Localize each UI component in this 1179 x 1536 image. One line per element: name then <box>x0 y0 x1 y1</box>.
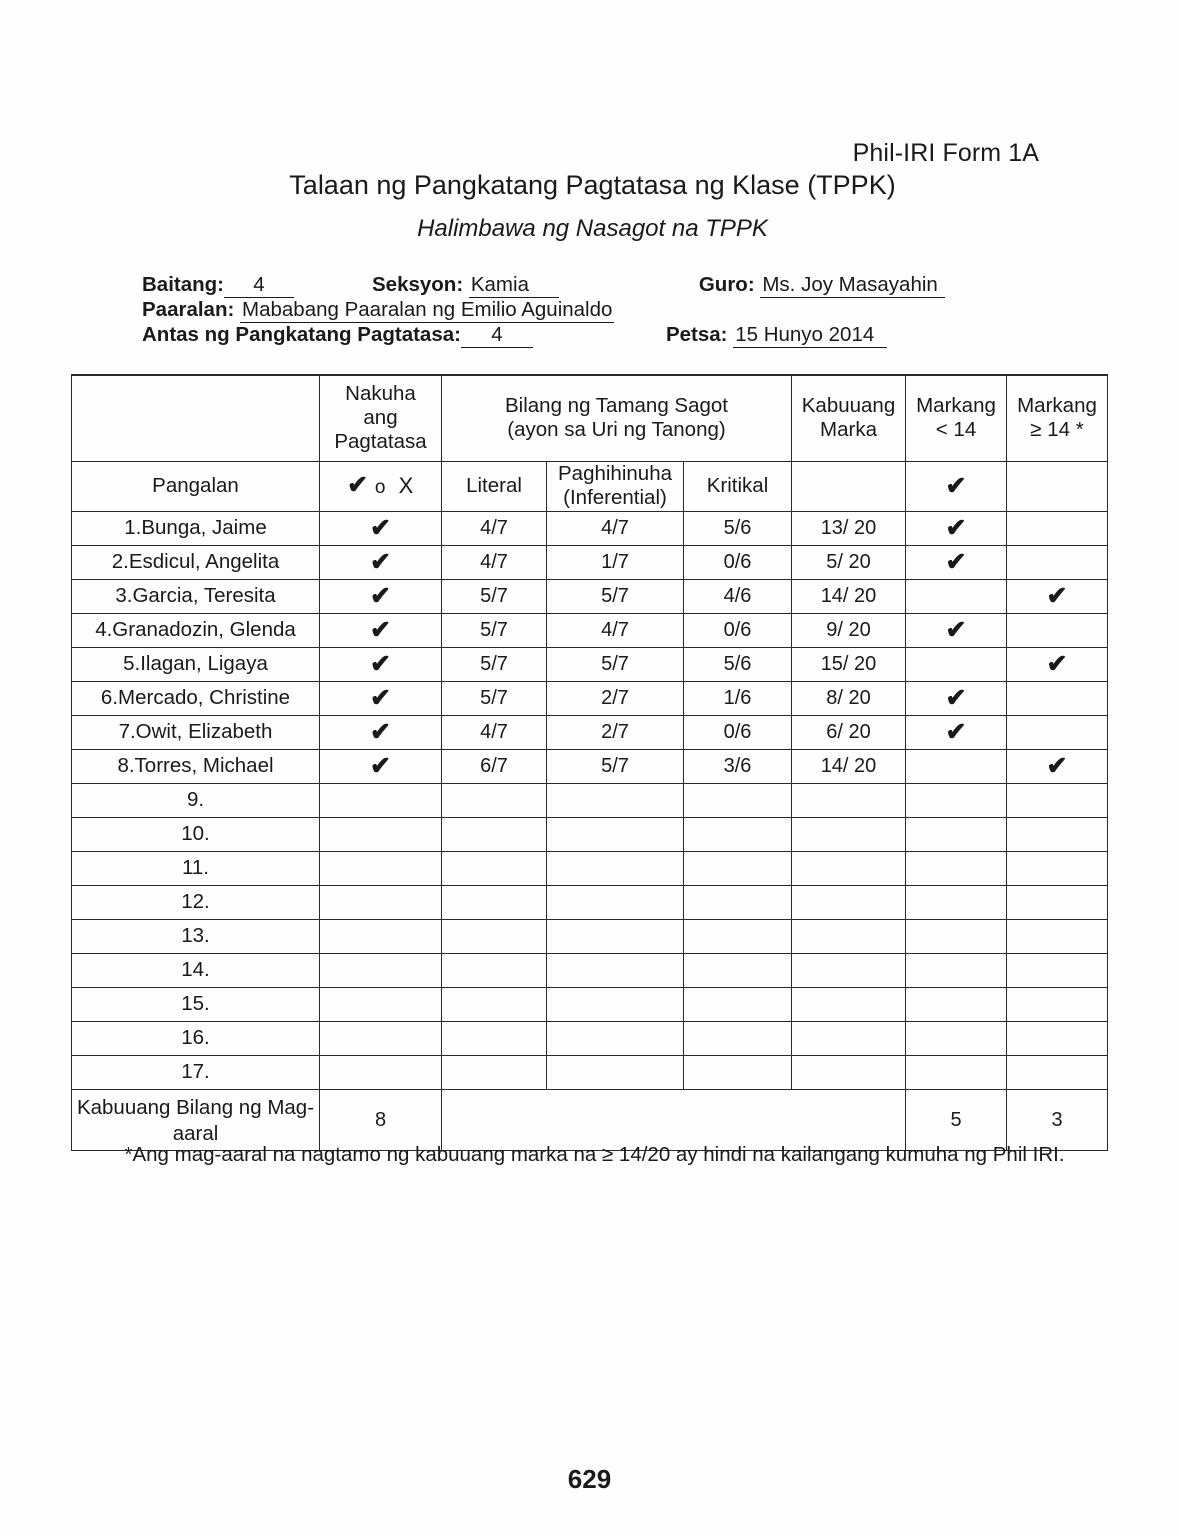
cell-markang-ge-14[interactable] <box>1007 579 1108 613</box>
total-label-line-2: Mag-aaral <box>172 1095 315 1145</box>
cell-kritikal[interactable]: 5/6 <box>684 511 792 545</box>
guro-label: Guro: <box>698 273 755 296</box>
cell-inferential[interactable] <box>547 885 684 919</box>
cell-nakuha[interactable] <box>320 953 442 987</box>
table-row <box>72 885 1108 919</box>
cell-kritikal[interactable] <box>684 851 792 885</box>
header-cell-empty-corner <box>72 375 320 461</box>
cell-literal[interactable] <box>442 953 547 987</box>
cell-markang-lt-14[interactable] <box>906 647 1007 681</box>
cell-markang-lt-14[interactable] <box>906 851 1007 885</box>
table-row <box>72 681 1108 715</box>
cell-markang-ge-14[interactable] <box>1007 613 1108 647</box>
cell-inferential[interactable] <box>547 783 684 817</box>
cell-nakuha[interactable] <box>320 817 442 851</box>
cell-literal[interactable] <box>442 851 547 885</box>
cell-kritikal[interactable] <box>684 817 792 851</box>
cell-kabuuang-marka[interactable]: 9/ 20 <box>792 613 906 647</box>
header-cell-markang-lt-14 <box>906 375 1007 461</box>
cell-nakuha[interactable] <box>320 1055 442 1089</box>
document-subtitle: Halimbawa ng Nasagot na TPPK <box>417 215 768 242</box>
cell-literal[interactable] <box>442 1021 547 1055</box>
table-row <box>72 1021 1108 1055</box>
cell-kabuuang-marka[interactable] <box>792 817 906 851</box>
checkmark-icon: ✔ <box>370 718 391 746</box>
cell-nakuha[interactable] <box>320 885 442 919</box>
header-cell-check-or-x <box>320 461 442 511</box>
table-row <box>72 851 1108 885</box>
cell-kabuuang-marka[interactable]: 13/ 20 <box>792 511 906 545</box>
header-cell-kabuuang-sub-blank <box>792 461 906 511</box>
cell-student-name[interactable]: 16. <box>72 1021 320 1055</box>
checkmark-icon: ✔ <box>370 548 391 576</box>
checkmark-icon: ✔ <box>370 514 391 542</box>
cell-kabuuang-marka[interactable] <box>792 885 906 919</box>
cell-inferential[interactable] <box>547 1055 684 1089</box>
cell-markang-lt-14[interactable] <box>906 885 1007 919</box>
cell-kritikal[interactable]: 0/6 <box>684 613 792 647</box>
cell-literal[interactable]: 4/7 <box>442 511 547 545</box>
cell-markang-lt-14[interactable] <box>906 953 1007 987</box>
cell-inferential[interactable] <box>547 817 684 851</box>
cell-literal[interactable]: 5/7 <box>442 579 547 613</box>
cell-literal[interactable] <box>442 817 547 851</box>
cell-nakuha[interactable] <box>320 783 442 817</box>
cell-markang-lt-14[interactable] <box>906 681 1007 715</box>
checkmark-icon: ✔ <box>347 470 369 499</box>
markang-lt-line-1: Markang <box>916 394 996 418</box>
checkmark-icon: ✔ <box>1046 752 1068 780</box>
header-cell-bilang-tamang-sagot <box>442 375 792 461</box>
cell-kritikal[interactable] <box>684 987 792 1021</box>
antas-value[interactable]: 4 <box>461 322 533 348</box>
cell-nakuha[interactable] <box>320 545 442 579</box>
cell-literal[interactable]: 5/7 <box>442 647 547 681</box>
petsa-label: Petsa: <box>665 323 728 346</box>
cell-kabuuang-marka[interactable] <box>792 1021 906 1055</box>
cell-markang-lt-14[interactable] <box>906 1055 1007 1089</box>
table-row <box>72 511 1108 545</box>
checkmark-icon: ✔ <box>370 752 391 780</box>
cell-literal[interactable] <box>442 1055 547 1089</box>
cell-kritikal[interactable]: 0/6 <box>684 715 792 749</box>
cell-markang-lt-14[interactable] <box>906 817 1007 851</box>
antas-label: Antas ng Pangkatang Pagtatasa: <box>142 323 461 346</box>
cell-student-name[interactable]: 6.Mercado, Christine <box>72 681 320 715</box>
cell-student-name[interactable]: 7.Owit, Elizabeth <box>72 715 320 749</box>
cell-kritikal[interactable]: 3/6 <box>684 749 792 783</box>
cell-inferential[interactable] <box>547 919 684 953</box>
header-cell-inferential <box>547 461 684 511</box>
table-group-header-row <box>72 375 1108 461</box>
or-label: o <box>374 476 386 498</box>
cell-kabuuang-marka[interactable] <box>792 953 906 987</box>
cell-kritikal[interactable] <box>684 953 792 987</box>
form-identifier: Phil-IRI Form 1A <box>852 139 1039 167</box>
cell-markang-lt-14[interactable] <box>906 1021 1007 1055</box>
cell-markang-lt-14[interactable] <box>906 613 1007 647</box>
cell-literal[interactable] <box>442 885 547 919</box>
cell-student-name[interactable]: 5.Ilagan, Ligaya <box>72 647 320 681</box>
cell-markang-ge-14[interactable] <box>1007 715 1108 749</box>
checkmark-icon: ✔ <box>370 684 391 712</box>
cell-student-name[interactable]: 2.Esdicul, Angelita <box>72 545 320 579</box>
bilang-line-2: (ayon sa Uri ng Tanong) <box>507 418 726 442</box>
cell-markang-lt-14[interactable] <box>906 987 1007 1021</box>
header-cell-kabuuang-marka <box>792 375 906 461</box>
cell-inferential[interactable]: 4/7 <box>547 613 684 647</box>
petsa-value[interactable]: 15 Hunyo 2014 <box>733 322 887 348</box>
cell-kritikal[interactable]: 4/6 <box>684 579 792 613</box>
cell-literal[interactable]: 4/7 <box>442 715 547 749</box>
cell-literal[interactable]: 4/7 <box>442 545 547 579</box>
checkmark-icon: ✔ <box>370 582 391 610</box>
cell-kabuuang-marka[interactable] <box>792 919 906 953</box>
cell-student-name[interactable]: 3.Garcia, Teresita <box>72 579 320 613</box>
checkmark-icon: ✔ <box>370 616 391 644</box>
cell-inferential[interactable] <box>547 953 684 987</box>
paaralan-value[interactable]: Mababang Paaralan ng Emilio Aguinaldo <box>242 298 613 321</box>
cell-nakuha[interactable] <box>320 681 442 715</box>
checkmark-icon: ✔ <box>945 548 967 576</box>
cell-markang-ge-14[interactable] <box>1007 953 1108 987</box>
cell-student-name[interactable]: 17. <box>72 1055 320 1089</box>
total-row-label <box>72 1089 320 1150</box>
check-or-x-group <box>347 470 414 499</box>
cell-kabuuang-marka[interactable] <box>792 1055 906 1089</box>
cell-literal[interactable] <box>442 987 547 1021</box>
cell-nakuha[interactable] <box>320 987 442 1021</box>
cell-kabuuang-marka[interactable]: 14/ 20 <box>792 749 906 783</box>
table-sub-header-row <box>72 461 1108 511</box>
total-nakuha-count: 8 <box>320 1089 442 1150</box>
inferential-line-2: (Inferential) <box>563 486 667 509</box>
checkmark-icon: ✔ <box>945 514 967 542</box>
cell-markang-lt-14[interactable] <box>906 783 1007 817</box>
checkmark-icon: ✔ <box>945 718 967 746</box>
cell-kabuuang-marka[interactable] <box>792 783 906 817</box>
checkmark-icon: ✔ <box>1046 650 1068 678</box>
cell-inferential[interactable]: 2/7 <box>547 715 684 749</box>
cell-student-name[interactable]: 1.Bunga, Jaime <box>72 511 320 545</box>
cell-inferential[interactable]: 5/7 <box>547 579 684 613</box>
header-cell-pangalan: Pangalan <box>72 461 320 511</box>
cell-markang-ge-14[interactable] <box>1007 783 1108 817</box>
cell-student-name[interactable]: 13. <box>72 919 320 953</box>
baitang-label: Baitang: <box>142 273 224 296</box>
kabuuang-line-2: Marka <box>820 418 877 442</box>
kabuuang-line-1: Kabuuang <box>801 394 896 418</box>
cell-nakuha[interactable] <box>320 749 442 783</box>
table-row <box>72 783 1108 817</box>
header-cell-markang-ge-14 <box>1007 375 1108 461</box>
cell-student-name[interactable]: 15. <box>72 987 320 1021</box>
cell-kritikal[interactable] <box>684 919 792 953</box>
cell-literal[interactable] <box>442 783 547 817</box>
table-row <box>72 647 1108 681</box>
cell-literal[interactable] <box>442 919 547 953</box>
header-cell-kritikal: Kritikal <box>684 461 792 511</box>
table-row <box>72 715 1108 749</box>
cell-inferential[interactable]: 5/7 <box>547 749 684 783</box>
cell-nakuha[interactable] <box>320 1021 442 1055</box>
assessment-table-container <box>71 374 1107 1151</box>
cell-inferential[interactable] <box>547 851 684 885</box>
table-row <box>72 613 1108 647</box>
cell-nakuha[interactable] <box>320 919 442 953</box>
checkmark-icon: ✔ <box>370 650 391 678</box>
total-ge14-count: 3 <box>1007 1089 1108 1150</box>
cell-kritikal[interactable] <box>684 1055 792 1089</box>
total-merged-blank <box>442 1089 906 1150</box>
cell-literal[interactable]: 5/7 <box>442 681 547 715</box>
cell-student-name[interactable]: 11. <box>72 851 320 885</box>
cell-nakuha[interactable] <box>320 851 442 885</box>
x-mark-icon: X <box>398 472 414 498</box>
cell-student-name[interactable]: 9. <box>72 783 320 817</box>
cell-markang-lt-14[interactable] <box>906 749 1007 783</box>
cell-markang-lt-14[interactable] <box>906 511 1007 545</box>
cell-markang-ge-14[interactable] <box>1007 885 1108 919</box>
checkmark-icon: ✔ <box>1046 582 1068 610</box>
total-lt14-count: 5 <box>906 1089 1007 1150</box>
page-number: 629 <box>567 1464 612 1494</box>
cell-nakuha[interactable] <box>320 511 442 545</box>
cell-student-name[interactable]: 10. <box>72 817 320 851</box>
table-row <box>72 987 1108 1021</box>
markang-ge-line-2: ≥ 14 * <box>1030 418 1084 442</box>
cell-markang-lt-14[interactable] <box>906 919 1007 953</box>
seksyon-value[interactable]: Kamia <box>469 272 559 298</box>
cell-kabuuang-marka[interactable]: 15/ 20 <box>792 647 906 681</box>
header-cell-lt14-checkmark <box>906 461 1007 511</box>
cell-nakuha[interactable] <box>320 715 442 749</box>
cell-literal[interactable]: 5/7 <box>442 613 547 647</box>
cell-kritikal[interactable]: 5/6 <box>684 647 792 681</box>
header-cell-nakuha-pagtatasa <box>320 375 442 461</box>
table-row <box>72 579 1108 613</box>
cell-literal[interactable]: 6/7 <box>442 749 547 783</box>
table-row <box>72 919 1108 953</box>
checkmark-icon: ✔ <box>945 616 967 644</box>
cell-kabuuang-marka[interactable]: 6/ 20 <box>792 715 906 749</box>
cell-kabuuang-marka[interactable]: 5/ 20 <box>792 545 906 579</box>
meta-row-paaralan <box>142 297 1102 322</box>
cell-student-name[interactable]: 4.Granadozin, Glenda <box>72 613 320 647</box>
table-row <box>72 749 1108 783</box>
paaralan-label: Paaralan: <box>142 298 235 321</box>
meta-row-baitang <box>142 272 1102 297</box>
cell-kabuuang-marka[interactable] <box>792 987 906 1021</box>
table-row <box>72 953 1108 987</box>
nakuha-line-1: Nakuha <box>345 382 416 406</box>
assessment-table <box>71 374 1108 1151</box>
checkmark-icon: ✔ <box>945 472 967 500</box>
cell-markang-ge-14[interactable] <box>1007 749 1108 783</box>
cell-markang-lt-14[interactable] <box>906 715 1007 749</box>
total-label-line-1: Kabuuang Bilang ng <box>76 1095 262 1119</box>
cell-markang-ge-14[interactable] <box>1007 987 1108 1021</box>
guro-value[interactable]: Ms. Joy Masayahin <box>760 272 945 298</box>
cell-student-name[interactable]: 14. <box>72 953 320 987</box>
meta-row-antas <box>142 322 1102 347</box>
cell-kritikal[interactable] <box>684 885 792 919</box>
cell-student-name[interactable]: 8.Torres, Michael <box>72 749 320 783</box>
cell-kritikal[interactable] <box>684 1021 792 1055</box>
cell-markang-ge-14[interactable] <box>1007 919 1108 953</box>
checkmark-icon: ✔ <box>945 684 967 712</box>
cell-kabuuang-marka[interactable] <box>792 851 906 885</box>
header-cell-literal: Literal <box>442 461 547 511</box>
cell-kabuuang-marka[interactable]: 8/ 20 <box>792 681 906 715</box>
baitang-value[interactable]: 4 <box>224 272 294 298</box>
cell-markang-ge-14[interactable] <box>1007 647 1108 681</box>
table-body <box>72 511 1108 1089</box>
cell-markang-ge-14[interactable] <box>1007 817 1108 851</box>
cell-inferential[interactable]: 5/7 <box>547 647 684 681</box>
table-row <box>72 1055 1108 1089</box>
cell-inferential[interactable]: 2/7 <box>547 681 684 715</box>
document-title: Talaan ng Pangkatang Pagtatasa ng Klase (TPPK) <box>289 170 896 200</box>
cell-inferential[interactable]: 4/7 <box>547 511 684 545</box>
form-meta-fields <box>142 272 1102 347</box>
cell-markang-ge-14[interactable] <box>1007 681 1108 715</box>
cell-markang-ge-14[interactable] <box>1007 1021 1108 1055</box>
cell-inferential[interactable] <box>547 987 684 1021</box>
markang-lt-line-2: < 14 <box>935 418 977 442</box>
footnote-text: *Ang mag-aaral na nagtamo ng kabuuang marka na ≥ 14/20 ay hindi na kailangang kumuha ng Phil IRI. <box>124 1143 1065 1166</box>
cell-markang-ge-14[interactable] <box>1007 1055 1108 1089</box>
nakuha-line-3: Pagtatasa <box>334 430 427 454</box>
cell-markang-ge-14[interactable] <box>1007 511 1108 545</box>
markang-ge-line-1: Markang <box>1017 394 1097 418</box>
nakuha-line-2: ang <box>363 406 398 430</box>
cell-inferential[interactable] <box>547 1021 684 1055</box>
table-total-row <box>72 1089 1108 1150</box>
cell-nakuha[interactable] <box>320 579 442 613</box>
cell-kritikal[interactable] <box>684 783 792 817</box>
table-footer <box>72 1089 1108 1150</box>
cell-kritikal[interactable]: 0/6 <box>684 545 792 579</box>
cell-kritikal[interactable]: 1/6 <box>684 681 792 715</box>
cell-markang-lt-14[interactable] <box>906 545 1007 579</box>
seksyon-label: Seksyon: <box>372 273 464 296</box>
bilang-line-1: Bilang ng Tamang Sagot <box>504 394 728 418</box>
cell-inferential[interactable]: 1/7 <box>547 545 684 579</box>
cell-markang-ge-14[interactable] <box>1007 851 1108 885</box>
inferential-line-1: Paghihinuha <box>558 462 672 485</box>
table-row <box>72 817 1108 851</box>
header-cell-ge14-sub-blank <box>1007 461 1108 511</box>
cell-nakuha[interactable] <box>320 613 442 647</box>
cell-markang-ge-14[interactable] <box>1007 545 1108 579</box>
cell-nakuha[interactable] <box>320 647 442 681</box>
cell-kabuuang-marka[interactable]: 14/ 20 <box>792 579 906 613</box>
cell-student-name[interactable]: 12. <box>72 885 320 919</box>
table-row <box>72 545 1108 579</box>
cell-markang-lt-14[interactable] <box>906 579 1007 613</box>
